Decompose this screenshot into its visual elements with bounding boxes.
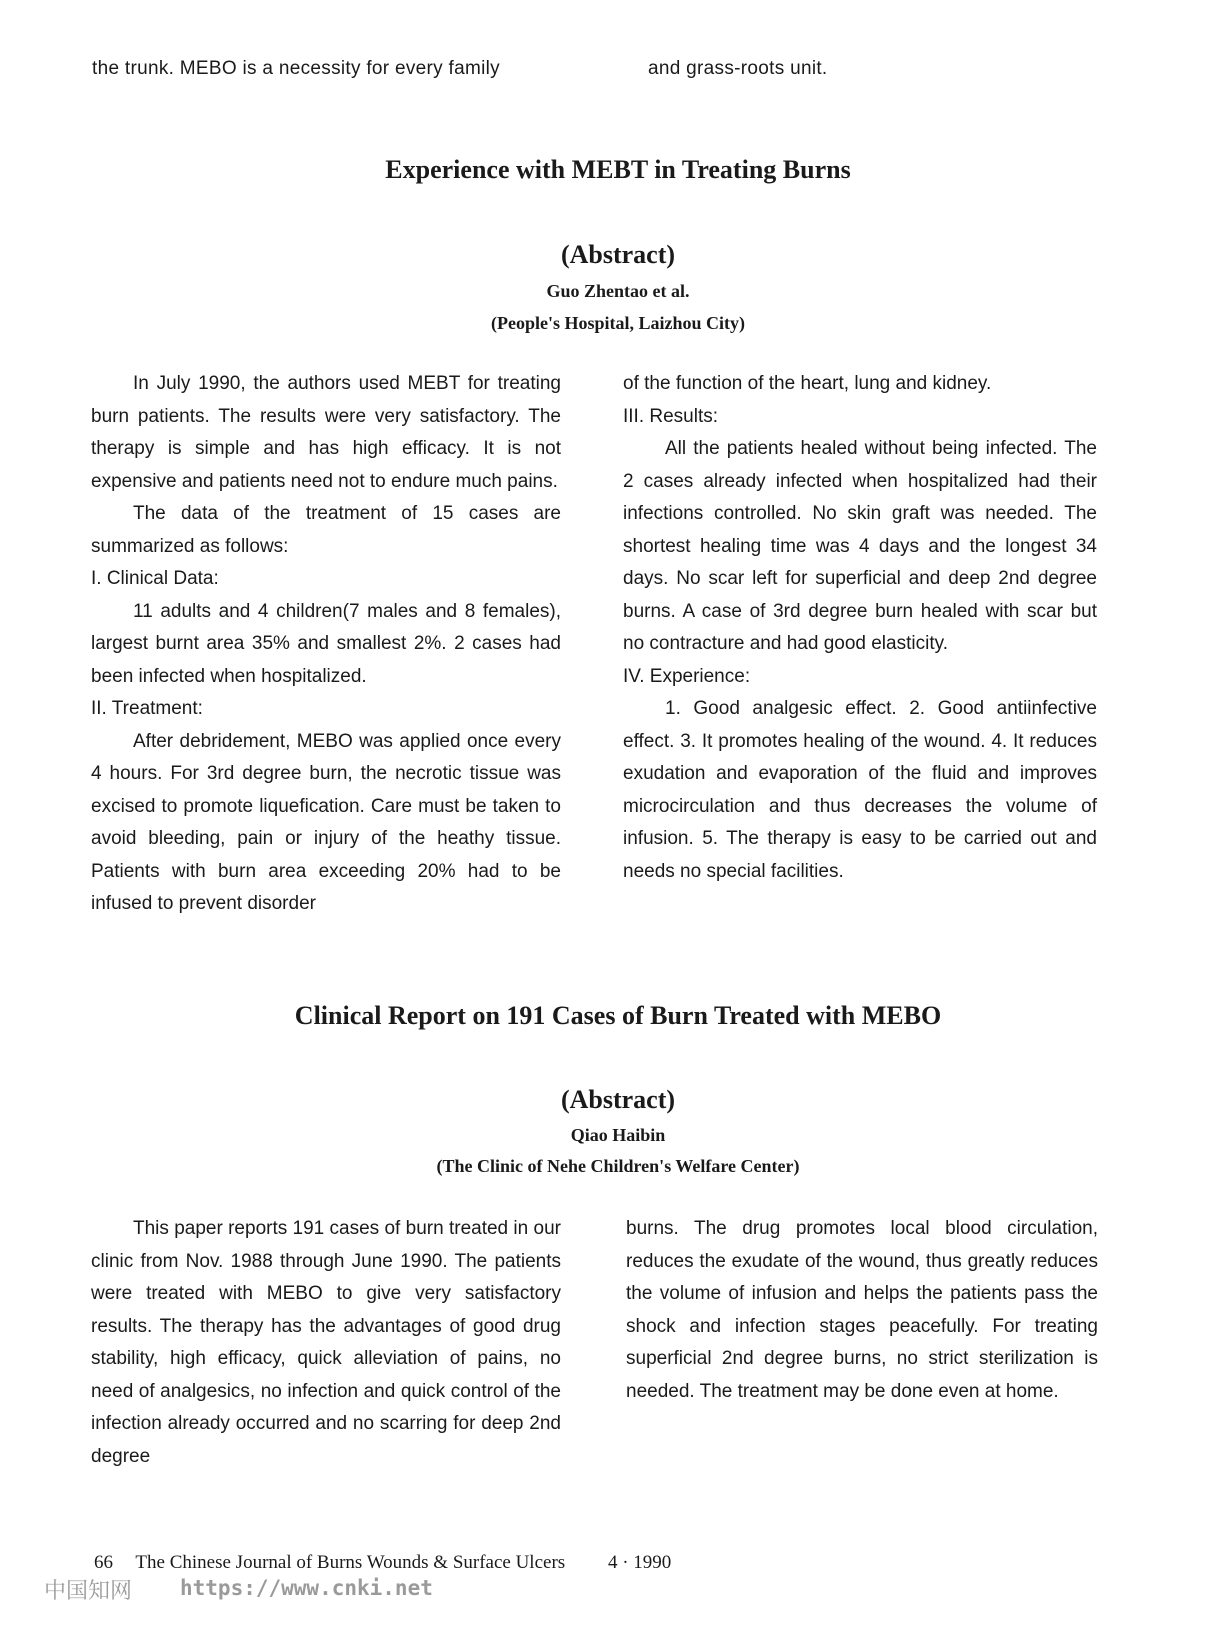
journal-name: The Chinese Journal of Burns Wounds & Surface Ulcers [135,1552,566,1573]
journal-issue: 4 · 1990 [607,1552,672,1573]
article1-right-para: All the patients healed without being infected. The 2 cases already infected when hospitalized had their infections controlled. No skin graft was needed. The shortest healing time was 4 days and the longest 34 days. No scar left for superficial and deep 2nd degree burns. A case of 3rd degree burn healed with scar but no contracture and had good elasticity. [623,438,1097,654]
article1-abstract-label: (Abstract) [560,240,676,269]
page-footer [94,1552,671,1574]
cnki-watermark-url: https://www.cnki.net [180,1576,433,1600]
article2-author: Qiao Haibin [570,1125,666,1145]
article1-right-column [623,368,1097,888]
article2-affiliation: (The Clinic of Nehe Children's Welfare Center) [436,1156,800,1176]
running-header-left: the trunk. MEBO is a necessity for every family [92,58,500,79]
article1-left-para: 11 adults and 4 children(7 males and 8 females), largest burnt area 35% and smallest 2%. 2 cases had been infected when hospitalized. [91,600,561,687]
article1-left-para: The data of the treatment of 15 cases are summarized as follows: [91,503,561,557]
section-heading: III. Results: [623,405,719,427]
article1-affiliation: (People's Hospital, Laizhou City) [490,313,745,333]
article2-right-para: burns. The drug promotes local blood circulation, reduces the exudate of the wound, thus greatly reduces the volume of infusion and helps the patients pass the shock and infection stages peacefully. For treating superficial 2nd degree burns, no strict sterilization is needed. The treatment may be done even at home. [626,1218,1098,1402]
cnki-watermark-text: 中国知网 [44,1579,133,1604]
page-number: 66 [94,1552,113,1573]
article1-right-para: 1. Good analgesic effect. 2. Good antiinfective effect. 3. It promotes healing of the wound. 4. It reduces exudation and evaporation of the fluid and improves microcirculation and thus decreases the volume of infusion. 5. The therapy is easy to be carried out and needs no special facilities. [623,698,1097,882]
section-heading: I. Clinical Data: [91,568,219,589]
article1-right-para: of the function of the heart, lung and kidney. [623,373,992,394]
article2-abstract-label: (Abstract) [560,1085,676,1114]
article1-left-column [91,368,561,921]
article1-title: Experience with MEBT in Treating Burns [385,155,851,184]
article1-left-para: After debridement, MEBO was applied once every 4 hours. For 3rd degree burn, the necrotic tissue was excised to promote liquefication. Care must be taken to avoid bleeding, pain or injury of the heathy tissue. Patients with burn area exceeding 20% had to be infused to prevent disorder [91,730,561,914]
article2-title: Clinical Report on 191 Cases of Burn Treated with MEBO [294,1001,942,1030]
article2-right-column [626,1213,1098,1408]
section-heading: II. Treatment: [91,698,203,719]
article1-left-para: In July 1990, the authors used MEBT for treating burn patients. The results were very satisfactory. The therapy is simple and has high efficacy. It is not expensive and patients need not to endure much pains. [91,373,561,492]
article2-left-para: This paper reports 191 cases of burn treated in our clinic from Nov. 1988 through June 1990. The patients were treated with MEBO to give very satisfactory results. The therapy has the advantages of good drug stability, high efficacy, quick alleviation of pains, no need of analgesics, no infection and quick control of the infection already occurred and no scarring for deep 2nd degree [91,1218,561,1467]
article1-author: Guo Zhentao et al. [546,281,690,301]
running-header-right: and grass-roots unit. [648,58,828,79]
article2-left-column [91,1213,561,1473]
section-heading: IV. Experience: [623,665,751,687]
